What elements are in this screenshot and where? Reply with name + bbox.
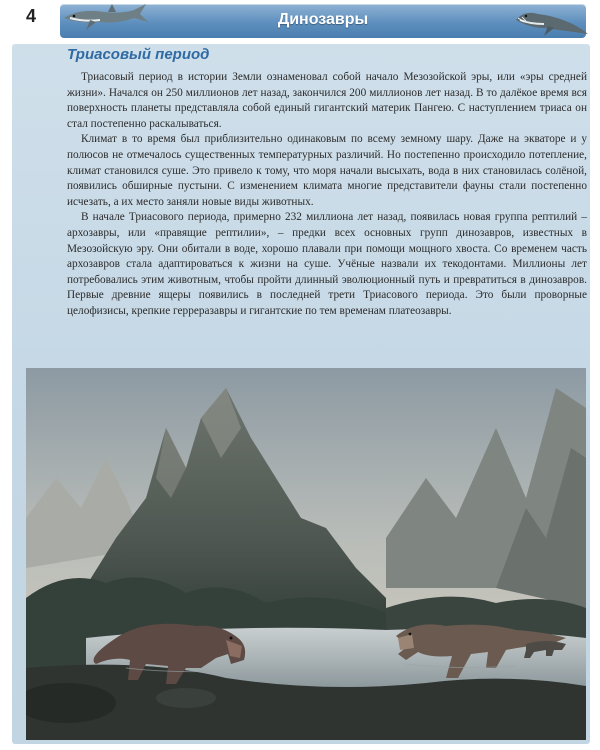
article-body	[67, 70, 587, 320]
page-number: 4	[26, 6, 37, 26]
chapter-title: Динозавры	[277, 11, 369, 28]
triassic-landscape-illustration	[26, 368, 586, 740]
paragraph: Триасовый период в истории Земли ознаменовал собой начало Мезозойской эры, или «эры средней жизни». Начался он 250 миллионов лет назад, закончился 200 миллионов лет назад. В то далёкое время вся поверхность планеты представляла собой единый гигантский материк Пангею. С наступлением триаса он стал постепенно раскалываться.	[67, 71, 587, 130]
mosasaur-icon	[514, 4, 590, 38]
section-title: Триасовый период	[67, 46, 210, 63]
paragraph: В начале Триасового периода, примерно 232 миллиона лет назад, появилась новая группа рептилий – архозавры, или «правящие рептилии», – предки всех основных групп динозавров, известных в Мезозойскую эру. Они обитали в воде, хорошо плавали при помощи мощного хвоста. Со временем часть архозавров стала адаптироваться к жизни на суше. Учёные назвали их текодонтами. Миллионы лет потребовались этим животным, чтобы пройти длинный эволюционный путь и превратиться в динозавров. Первые древние ящеры появились в последней трети Триасового периода. Это были проворные целофизисы, крепкие герреразавры и гигантские по тем временам платеозавры.	[67, 211, 587, 317]
paragraph: Климат в то время был приблизительно одинаковым по всему земному шару. Даже на экваторе и у полюсов не отмечалось существенных температурных различий. Но постепенно происходило потепление, климат становился суше. Это привело к тому, что моря начали высыхать, вода в них становилась солёной, появились обширные пустыни. С изменением климата многие представители фауны стали постепенно исчезать, а их место заняли новые виды животных.	[67, 133, 587, 208]
ichthyosaur-icon	[60, 0, 150, 34]
